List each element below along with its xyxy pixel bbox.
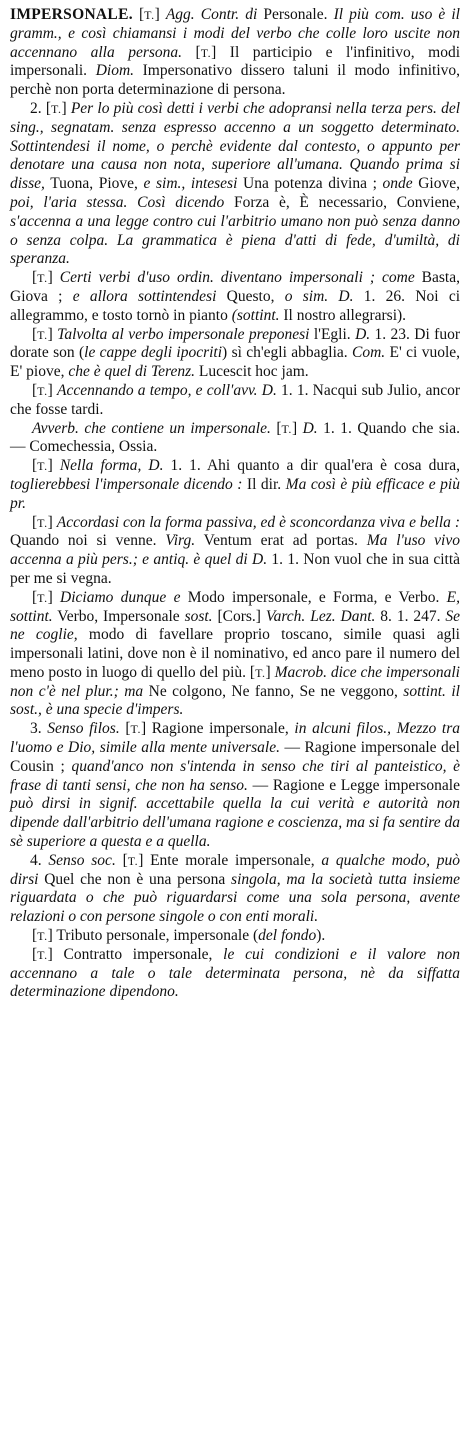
italic-run: Nella forma, D. <box>59 457 164 475</box>
source-tag: T. <box>37 459 48 474</box>
italic-run: Diciamo dunque e <box>60 588 181 606</box>
italic-run: Per lo più così detti i verbi che adopransi nella terza pers. del sing., segnatam. senza espresso accenno a un soggetto determinato. Sottintendesi il nome, o perchè evidente dal contesto, o appunto per denotare una causa non nota, superiore all'umana. Quando prima si disse, <box>10 99 461 193</box>
italic-run: del fondo <box>258 927 317 945</box>
text-run: ) sì ch'egli abbaglia. <box>222 344 353 362</box>
source-tag: T. <box>37 929 48 944</box>
text-run: Impersonativo dissero taluni il modo infinitivo, perchè non porta determinazione di persona. <box>10 62 460 99</box>
italic-run: Varch. Lez. Dant. <box>265 607 376 625</box>
italic-run: Macrob. dice che impersonali non c'è nel plur.; ma <box>10 663 460 700</box>
italic-run: sost. <box>184 607 213 625</box>
italic-run: Talvolta al verbo impersonale preponesi <box>57 325 310 343</box>
text-run: Giove, <box>412 175 460 193</box>
text-run: 2. [ <box>30 99 51 117</box>
paragraph-contratto <box>10 946 460 1002</box>
text-run: [ <box>119 720 131 738</box>
text-run: 1. 1. Non vuol che in sua città per me si vegna. <box>10 551 461 587</box>
italic-run: Accordasi con la forma passiva, ed è sconcordanza viva e bella : <box>56 513 460 531</box>
text-run: Verbo, Impersonale <box>52 607 185 625</box>
text-run: [ <box>32 927 38 945</box>
source-tag: T. <box>37 271 48 286</box>
italic-run: Certi verbi d'uso ordin. diventano impersonali ; come <box>59 269 415 287</box>
text-run: Basta, Giova ; <box>10 269 460 305</box>
italic-run: (sottint. <box>231 306 280 324</box>
text-run: 1. 1. Nacqui sub Julio, ancor che fosse tardi. <box>10 381 460 418</box>
text-run: [Cors.] <box>212 607 266 625</box>
text-run: Tuona, Piove, <box>44 175 144 193</box>
text-run: [ <box>32 381 38 399</box>
text-run: 3. <box>30 720 48 738</box>
text-run: 8. 1. 247. <box>375 607 446 625</box>
source-tag: T. <box>144 8 155 22</box>
text-run: ] <box>47 457 60 475</box>
text-run: modo di favellare proprio toscano, simile quasi agli impersonali latini, dove non è il nominativo, ed anco pare il numero del meno posto in luogo di quello del più. [ <box>10 626 460 681</box>
text-run: l'Egli. <box>309 325 356 343</box>
italic-run: le cui condizioni e il valore non accennano a tale o tale determinata persona, nè da siffatta determinazione dipendono. <box>10 945 460 1001</box>
italic-run: quand'anco non s'intenda in senso che tiri al panteistico, è frase di tanti sensi, che non ha senso. <box>10 757 460 794</box>
paragraph-accennando <box>10 382 460 420</box>
source-tag: T. <box>51 101 62 116</box>
text-run: ] <box>265 663 275 681</box>
source-tag: T. <box>200 45 212 60</box>
paragraph-avverb <box>10 420 460 458</box>
italic-run: Accennando a tempo, e coll'avv. D. <box>56 381 277 399</box>
text-run: Modo impersonale, e Forma, e Verbo. <box>180 588 447 606</box>
italic-run: o sim. D. <box>284 287 354 305</box>
text-run: ] Tributo personale, impersonale ( <box>47 927 259 945</box>
italic-run: Virg. <box>165 532 196 550</box>
text-run: — Ragione impersonale del Cousin ; <box>10 739 460 775</box>
text-run: [ <box>32 588 38 606</box>
paragraph-certi-verbi <box>10 269 460 325</box>
source-tag: T. <box>281 421 292 436</box>
paragraph-diciamo <box>10 589 460 721</box>
text-run: ] <box>154 6 166 23</box>
italic-run: Diom. <box>95 62 135 80</box>
paragraph-sense-3 <box>10 720 460 852</box>
text-run: 1. 1. Ahi quanto a dir qual'era è cosa dura, <box>163 457 460 475</box>
text-run: [ <box>32 269 38 287</box>
italic-run: sottint. il sost., è una specie d'impers. <box>10 682 460 719</box>
text-run: ] <box>47 588 61 606</box>
paragraph-intro <box>10 6 460 100</box>
headword: IMPERSONALE. <box>10 6 133 23</box>
italic-run: a qualche modo, può dirsi <box>10 851 461 888</box>
italic-run: Se ne coglie, <box>10 607 461 644</box>
text-run: ] Contratto impersonale, <box>47 945 224 963</box>
text-run: [ <box>32 945 38 963</box>
text-run: [ <box>32 457 38 475</box>
italic-run: in alcuni filos., Mezzo tra l'uomo e Dio, simile alla mente universale. <box>10 720 460 757</box>
text-run: ). <box>316 927 326 945</box>
italic-run: Avverb. che contiene un impersonale. <box>32 419 271 437</box>
italic-run: le cappe degli ipocriti <box>84 344 223 362</box>
text-run: ] <box>47 325 58 343</box>
text-run: ] Il participio e l'infinitivo, modi impersonali. <box>10 43 461 80</box>
text-run: 4. <box>30 851 49 869</box>
source-tag: T. <box>37 947 48 962</box>
text-run: Il dir. <box>242 475 286 493</box>
text-run: Quando noi si venne. <box>10 532 166 550</box>
text-run: ] <box>47 381 57 399</box>
text-run: 1. 1. Quando che sia. — Comechessia, Ossia. <box>10 419 460 456</box>
italic-run: E, sottint. <box>10 588 461 625</box>
italic-run: Senso soc. <box>48 851 116 869</box>
text-run: Lucescit hoc jam. <box>195 363 309 381</box>
paragraph-tributo <box>10 927 460 946</box>
italic-run: Com. <box>352 344 386 362</box>
text-run: [ <box>132 6 145 23</box>
italic-run: toglierebbesi l'impersonale dicendo : <box>10 475 243 493</box>
text-run: — Ragione e Legge impersonale <box>247 776 460 794</box>
paragraph-accordasi <box>10 514 460 589</box>
text-run: [ <box>32 325 38 343</box>
text-run: ] <box>61 99 71 117</box>
italic-run: Ma così è più efficace e più pr. <box>10 475 460 512</box>
source-tag: T. <box>37 383 48 398</box>
text-run: ] <box>47 513 57 531</box>
text-run: [ <box>270 419 282 437</box>
text-run: [ <box>115 851 128 869</box>
text-run: 1. 23. Di fuor dorate son ( <box>10 325 460 362</box>
italic-run: poi, l'aria stessa. Così dicendo <box>10 193 225 211</box>
italic-run: che è quel di Terenz. <box>68 363 196 381</box>
text-run: Il nostro allegrarsi). <box>279 306 407 324</box>
text-run: 1. 26. Noi ci allegrammo, e tosto tornò in pianto <box>10 287 461 324</box>
italic-run: D. <box>302 419 318 437</box>
italic-run: può dirsi in signif. accettabile quella la cui verità e autorità non dipende dall'arbitrio dell'umana ragione e coscienza, ma si fa sentire da sè superiore a questa e a quella. <box>10 795 460 851</box>
text-run: ] <box>291 419 303 437</box>
text-run: Ne colgono, Ne fanno, Se ne veggono, <box>143 682 404 700</box>
italic-run: e allora sottintendesi <box>72 287 217 305</box>
text-run: [ <box>32 513 38 531</box>
source-tag: T. <box>127 853 139 868</box>
text-run: Ventum erat ad portas. <box>195 532 367 550</box>
italic-run: onde <box>382 175 413 193</box>
text-run: ] Ragione impersonale, <box>140 720 295 738</box>
italic-run: singola, ma la società tutta insieme riguardata o che può riguardarsi come una sola persona, avente relazioni o con persone singole o con enti morali. <box>10 870 460 926</box>
source-tag: T. <box>130 722 141 737</box>
text-run: Questo, <box>216 287 285 305</box>
italic-run: Ma l'uso vivo accenna a più pers.; e antiq. è quel di D. <box>10 532 460 569</box>
text-run: [ <box>182 43 201 61</box>
text-run: Forza è, È necessario, Conviene, <box>224 193 460 211</box>
text-run: ] Ente morale impersonale, <box>138 851 322 869</box>
text-run: Quel che non è una persona <box>38 870 232 888</box>
italic-run: e sim., intesesi <box>143 175 238 193</box>
paragraph-talvolta <box>10 326 460 382</box>
text-run: Personale. <box>257 6 334 23</box>
text-run: ] <box>47 269 60 287</box>
source-tag: T. <box>255 665 266 680</box>
italic-run: D. <box>355 325 371 343</box>
italic-run: Agg. Contr. di <box>165 6 258 23</box>
italic-run: Senso filos. <box>47 720 120 738</box>
source-tag: T. <box>37 515 48 530</box>
text-run: E' ci vuole, E' piove, <box>10 344 461 381</box>
paragraph-nella-forma <box>10 457 460 513</box>
source-tag: T. <box>37 327 48 342</box>
source-tag: T. <box>37 590 48 605</box>
text-run: Una potenza divina ; <box>237 175 383 193</box>
italic-run: s'accenna a una legge contro cui l'arbitrio umano non può senza danno o senza colpa. La grammatica è piena d'atti di fede, d'umiltà, di speranza. <box>10 212 460 268</box>
italic-run: Il più com. uso è il gramm., e così chiamansi i modi del verbo che colle loro uscite non accennano alla persona. <box>10 6 460 61</box>
paragraph-sense-4 <box>10 852 460 927</box>
paragraph-sense-2 <box>10 100 460 269</box>
